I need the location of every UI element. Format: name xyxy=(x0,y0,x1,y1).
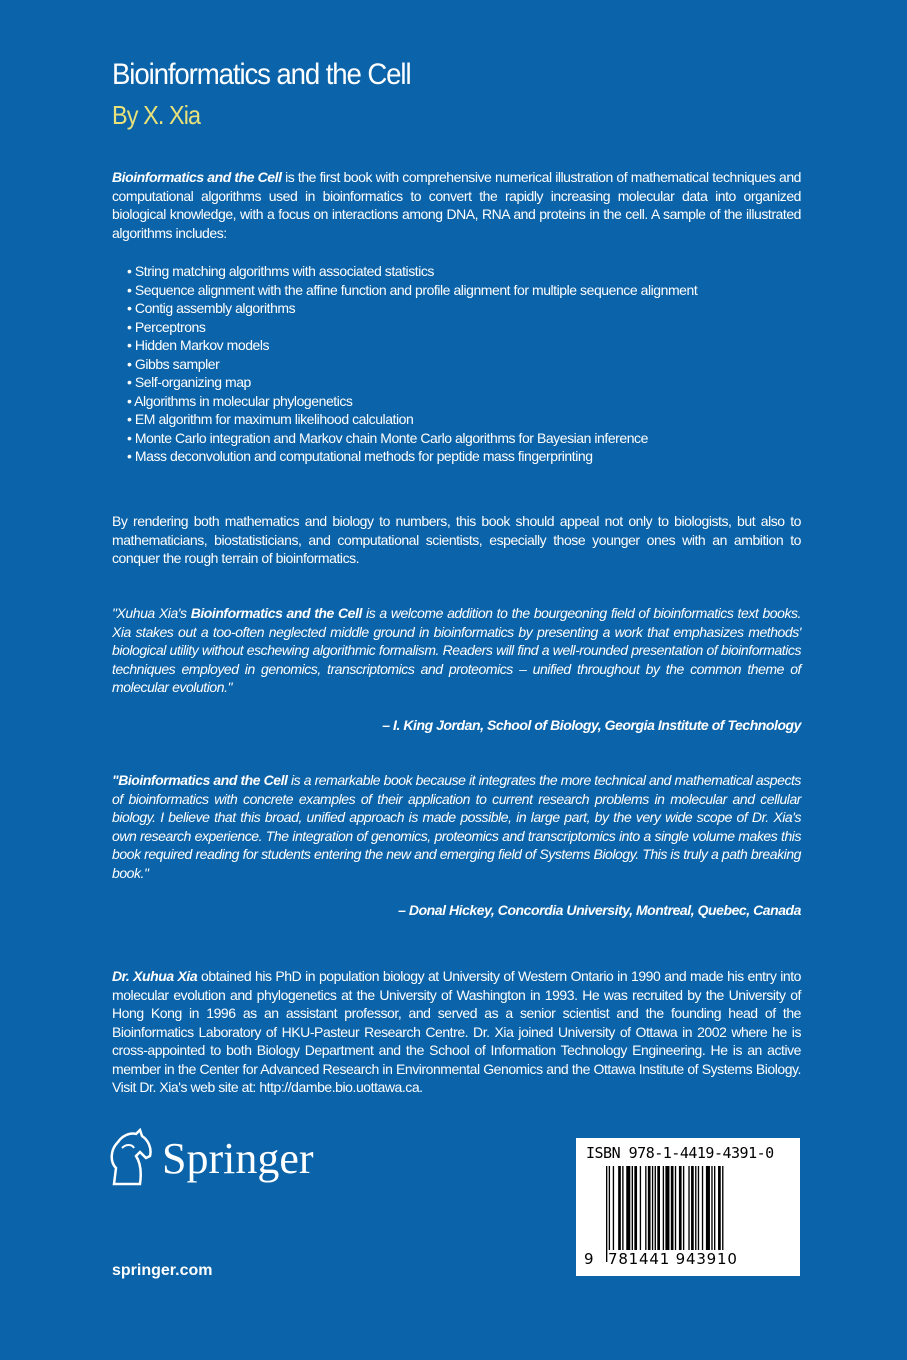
publisher-name: Springer xyxy=(162,1133,314,1183)
author-bio xyxy=(112,967,801,1097)
isbn-text: ISBN 978-1-4419-4391-0 xyxy=(586,1144,774,1162)
barcode-bar xyxy=(626,1166,630,1250)
quote2-title: "Bioinformatics and the Cell xyxy=(112,772,288,788)
ean-digits: 781441 943910 xyxy=(608,1250,738,1268)
barcode-bar xyxy=(645,1166,646,1250)
algorithm-list xyxy=(127,262,807,466)
algorithm-list-item: • Perceptrons xyxy=(127,318,807,337)
review-quote-2 xyxy=(112,771,801,882)
review-attribution-1: – I. King Jordan, School of Biology, Georgia Institute of Technology xyxy=(382,717,801,733)
barcode-bar xyxy=(657,1166,660,1250)
intro-paragraph xyxy=(112,168,801,242)
audience-paragraph: By rendering both mathematics and biology to numbers, this book should appeal not only to biologists, but also to mathematicians, biostatisticians, and computational scientists, especially those younger ones with an ambition to conquer the rough terrain of bioinformatics. xyxy=(112,513,801,566)
algorithm-list-item: • Contig assembly algorithms xyxy=(127,299,807,318)
barcode-bar xyxy=(606,1166,607,1262)
barcode-bars xyxy=(606,1166,772,1262)
barcode-bar xyxy=(702,1166,703,1250)
springer-logo xyxy=(106,1128,314,1188)
barcode-bar xyxy=(683,1166,684,1250)
barcode-bar xyxy=(648,1166,651,1250)
barcode-bar xyxy=(706,1166,710,1250)
review-quote-1 xyxy=(112,604,801,697)
algorithm-list-item: • Self-organizing map xyxy=(127,373,807,392)
book-author: By X. Xia xyxy=(112,100,201,130)
knight-horse-icon xyxy=(106,1128,156,1188)
barcode-bar xyxy=(675,1166,676,1250)
barcode-bar xyxy=(618,1166,621,1250)
ean-first-digit: 9 xyxy=(584,1250,594,1268)
barcode-bar xyxy=(711,1166,712,1250)
barcode-bar xyxy=(613,1166,614,1250)
algorithm-list-item: • EM algorithm for maximum likelihood calculation xyxy=(127,410,807,429)
barcode-bar xyxy=(671,1166,674,1250)
intro-text: is the first book with comprehensive numerical illustration of mathematical techniques and computational algorithms used in bioinformatics to convert the rapidly increasing molecular data into organized biological knowledge, with a focus on interactions among DNA, RNA and proteins in the cell. A sample of the illustrated algorithms includes: xyxy=(112,169,801,241)
barcode-bar xyxy=(634,1166,637,1250)
algorithm-list-item: • String matching algorithms with associated statistics xyxy=(127,262,807,281)
quote1-pre: "Xuhua Xia's xyxy=(112,605,191,621)
barcode-bar xyxy=(652,1166,653,1250)
bio-text: obtained his PhD in population biology at University of Western Ontario in 1990 and made his entry into molecular evolution and phylogenetics at the University of Washington in 1993. He was recruited by the University of Hong Kong in 1996 as an assistant professor, and served as a senior scientist and the founding head of the Bioinformatics Laboratory of HKU-Pasteur Research Centre. Dr. Xia joined University of Ottawa in 2002 where he is cross-appointed to both Biology Department and the School of Information Technology Engineering. He is an active member in the Center for Advanced Research in Environmental Genomics and the Ottawa Institute of Systems Biology. Visit Dr. Xia's web site at: http://dambe.bio.uottawa.ca. xyxy=(112,968,801,1095)
algorithm-list-item: • Algorithms in molecular phylogenetics xyxy=(127,392,807,411)
barcode-bar xyxy=(695,1166,696,1250)
barcode-bar xyxy=(722,1166,723,1262)
barcode-bar xyxy=(663,1166,664,1250)
barcode-bar xyxy=(622,1166,623,1250)
review-attribution-2: – Donal Hickey, Concordia University, Montreal, Quebec, Canada xyxy=(398,902,801,918)
barcode-bar xyxy=(691,1166,694,1250)
algorithm-list-item: • Sequence alignment with the affine function and profile alignment for multiple sequence alignment xyxy=(127,281,807,300)
isbn-barcode xyxy=(576,1138,800,1276)
barcode-bar xyxy=(679,1166,682,1250)
algorithm-list-item: • Mass deconvolution and computational methods for peptide mass fingerprinting xyxy=(127,447,807,466)
barcode-bar xyxy=(655,1166,656,1250)
quote1-text: is a welcome addition to the bourgeoning field of bioinformatics text books. Xia stakes out a too-often neglected middle ground in bioinformatics by presenting a work that emphasizes methods' biological utility without eschewing algorithmic formalism. Readers will find a well-rounded presentation of bioinformatics techniques employed in genomics, transcriptomics and proteomics – unified throughout by the common theme of molecular evolution." xyxy=(112,605,801,695)
book-title: Bioinformatics and the Cell xyxy=(112,58,411,91)
barcode-bar xyxy=(665,1166,669,1262)
quote2-text: is a remarkable book because it integrates the more technical and mathematical aspects of bioinformatics with concrete examples of their application to current research problems in molecular and cellular biology. I believe that this broad, unified approach is made possible, in large part, by the very wide scope of Dr. Xia's own research experience. The integration of genomics, proteomics and transcriptomics into a single volume makes this book required reading for students entering the new and emerging field of Systems Biology. This is truly a path breaking book." xyxy=(112,772,801,881)
barcode-bar xyxy=(688,1166,689,1250)
bio-name: Dr. Xuhua Xia xyxy=(112,968,198,984)
algorithm-list-item: • Monte Carlo integration and Markov chain Monte Carlo algorithms for Bayesian inference xyxy=(127,429,807,448)
barcode-bar xyxy=(640,1166,641,1250)
barcode-bar xyxy=(609,1166,610,1262)
barcode-bar xyxy=(714,1166,715,1250)
barcode-bar xyxy=(698,1166,699,1250)
algorithm-list-item: • Gibbs sampler xyxy=(127,355,807,374)
publisher-website: springer.com xyxy=(112,1262,213,1279)
quote1-title: Bioinformatics and the Cell xyxy=(190,605,362,621)
barcode-bar xyxy=(718,1166,721,1250)
intro-title: Bioinformatics and the Cell xyxy=(112,169,282,185)
barcode-bar xyxy=(632,1166,633,1250)
algorithm-list-item: • Hidden Markov models xyxy=(127,336,807,355)
